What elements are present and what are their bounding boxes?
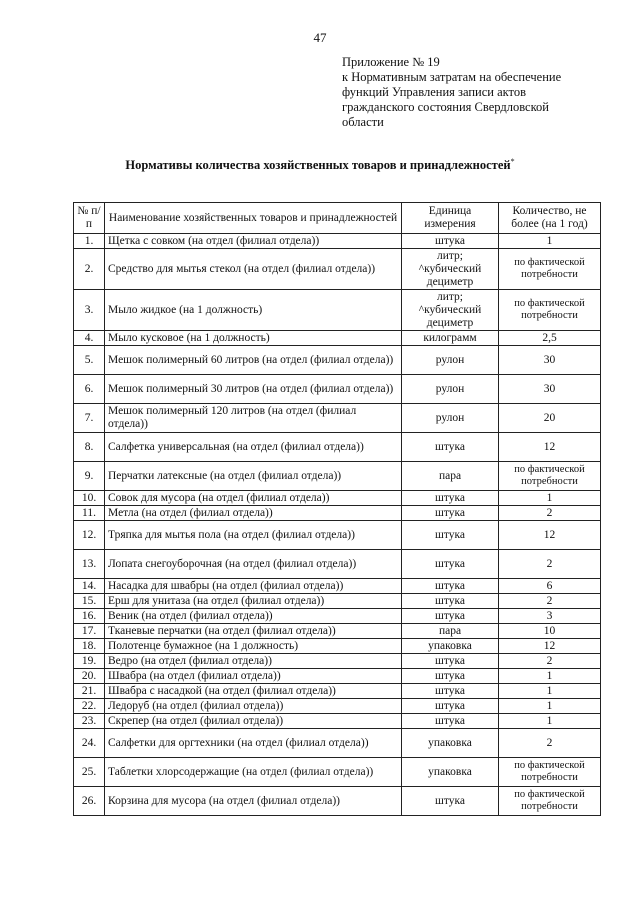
row-num: 21. (74, 684, 105, 699)
row-name: Тканевые перчатки (на отдел (филиал отдела)) (105, 624, 402, 639)
table-row (74, 714, 601, 729)
row-unit: штука (402, 609, 499, 624)
row-name: Ерш для унитаза (на отдел (филиал отдела)) (105, 594, 402, 609)
appendix-line: функций Управления записи актов (342, 85, 526, 99)
row-name: Ведро (на отдел (филиал отдела)) (105, 654, 402, 669)
document-title-text: Нормативы количества хозяйственных товаров и принадлежностей (125, 158, 511, 173)
row-num: 9. (74, 462, 105, 491)
row-name: Метла (на отдел (филиал отдела)) (105, 506, 402, 521)
table-row (74, 491, 601, 506)
row-qty: 3 (499, 609, 601, 624)
row-qty: 2 (499, 550, 601, 579)
table-row (74, 375, 601, 404)
table-row (74, 404, 601, 433)
row-num: 15. (74, 594, 105, 609)
table-row (74, 579, 601, 594)
page-number: 47 (313, 30, 327, 45)
row-num: 14. (74, 579, 105, 594)
row-unit: штука (402, 787, 499, 816)
row-num: 22. (74, 699, 105, 714)
table-row (74, 462, 601, 491)
row-qty: 1 (499, 684, 601, 699)
row-unit: рулон (402, 404, 499, 433)
table-row (74, 758, 601, 787)
row-unit: штука (402, 594, 499, 609)
row-num: 1. (74, 234, 105, 249)
row-name: Веник (на отдел (филиал отдела)) (105, 609, 402, 624)
row-unit: штука (402, 433, 499, 462)
row-name: Тряпка для мытья пола (на отдел (филиал отдела)) (105, 521, 402, 550)
row-name: Мешок полимерный 120 литров (на отдел (филиал отдела)) (105, 404, 402, 433)
row-name: Щетка с совком (на отдел (филиал отдела)) (105, 234, 402, 249)
row-qty: 2,5 (499, 331, 601, 346)
row-name: Салфетки для оргтехники (на отдел (филиал отдела)) (105, 729, 402, 758)
header-qty: Количество, не более (на 1 год) (499, 203, 601, 234)
row-qty: 1 (499, 491, 601, 506)
row-name: Полотенце бумажное (на 1 должность) (105, 639, 402, 654)
row-num: 6. (74, 375, 105, 404)
table-row (74, 234, 601, 249)
row-num: 25. (74, 758, 105, 787)
table-row (74, 506, 601, 521)
row-name: Мыло жидкое (на 1 должность) (105, 290, 402, 331)
header-unit: Единица измерения (402, 203, 499, 234)
row-unit: штука (402, 684, 499, 699)
row-unit: литр; ^кубический дециметр (402, 290, 499, 331)
row-unit: штука (402, 550, 499, 579)
row-name: Ледоруб (на отдел (филиал отдела)) (105, 699, 402, 714)
table-row (74, 521, 601, 550)
row-name: Скрепер (на отдел (филиал отдела)) (105, 714, 402, 729)
row-qty: 10 (499, 624, 601, 639)
row-num: 23. (74, 714, 105, 729)
row-qty: по фактической потребности (499, 249, 601, 290)
row-qty: по фактической потребности (499, 290, 601, 331)
row-name: Корзина для мусора (на отдел (филиал отдела)) (105, 787, 402, 816)
row-num: 26. (74, 787, 105, 816)
row-qty: по фактической потребности (499, 787, 601, 816)
header-name: Наименование хозяйственных товаров и принадлежностей (105, 203, 402, 234)
table-row (74, 684, 601, 699)
row-unit: упаковка (402, 729, 499, 758)
row-num: 10. (74, 491, 105, 506)
row-qty: 1 (499, 669, 601, 684)
row-unit: килограмм (402, 331, 499, 346)
row-qty: 1 (499, 714, 601, 729)
row-num: 11. (74, 506, 105, 521)
row-unit: штука (402, 714, 499, 729)
table-row (74, 290, 601, 331)
row-num: 13. (74, 550, 105, 579)
row-unit: пара (402, 624, 499, 639)
row-qty: 12 (499, 639, 601, 654)
row-num: 2. (74, 249, 105, 290)
table-row (74, 639, 601, 654)
row-qty: 30 (499, 346, 601, 375)
table-row (74, 346, 601, 375)
row-unit: штука (402, 669, 499, 684)
row-qty: 6 (499, 579, 601, 594)
footnote-mark: * (510, 157, 515, 166)
row-unit: литр; ^кубический дециметр (402, 249, 499, 290)
row-num: 16. (74, 609, 105, 624)
row-unit: упаковка (402, 639, 499, 654)
row-name: Мешок полимерный 30 литров (на отдел (филиал отдела)) (105, 375, 402, 404)
row-qty: 2 (499, 506, 601, 521)
row-name: Лопата снегоуборочная (на отдел (филиал отдела)) (105, 550, 402, 579)
row-qty: 2 (499, 594, 601, 609)
row-unit: штука (402, 491, 499, 506)
row-qty: 1 (499, 699, 601, 714)
norms-table (73, 202, 601, 816)
row-unit: штука (402, 654, 499, 669)
row-name: Совок для мусора (на отдел (филиал отдела)) (105, 491, 402, 506)
row-num: 8. (74, 433, 105, 462)
row-qty: 30 (499, 375, 601, 404)
row-qty: 2 (499, 729, 601, 758)
row-name: Таблетки хлорсодержащие (на отдел (филиал отдела)) (105, 758, 402, 787)
row-unit: штука (402, 579, 499, 594)
row-unit: штука (402, 699, 499, 714)
table-row (74, 550, 601, 579)
row-name: Швабра (на отдел (филиал отдела)) (105, 669, 402, 684)
row-name: Перчатки латексные (на отдел (филиал отдела)) (105, 462, 402, 491)
row-num: 12. (74, 521, 105, 550)
appendix-line: гражданского состояния Свердловской (342, 100, 549, 114)
table-row (74, 787, 601, 816)
row-unit: упаковка (402, 758, 499, 787)
row-num: 7. (74, 404, 105, 433)
table-row (74, 729, 601, 758)
table-row (74, 609, 601, 624)
header-num: № п/п (74, 203, 105, 234)
row-name: Швабра с насадкой (на отдел (филиал отдела)) (105, 684, 402, 699)
appendix-line: Приложение № 19 (342, 55, 440, 69)
row-unit: штука (402, 521, 499, 550)
row-qty: 12 (499, 433, 601, 462)
row-num: 17. (74, 624, 105, 639)
row-qty: 20 (499, 404, 601, 433)
table-header-row (74, 203, 601, 234)
row-qty: 12 (499, 521, 601, 550)
row-num: 19. (74, 654, 105, 669)
row-qty: по фактической потребности (499, 462, 601, 491)
row-num: 5. (74, 346, 105, 375)
row-unit: пара (402, 462, 499, 491)
row-qty: 2 (499, 654, 601, 669)
row-unit: рулон (402, 346, 499, 375)
table-row (74, 433, 601, 462)
document-title (0, 157, 640, 173)
row-name: Салфетка универсальная (на отдел (филиал отдела)) (105, 433, 402, 462)
appendix-line: к Нормативным затратам на обеспечение (342, 70, 562, 84)
row-name: Средство для мытья стекол (на отдел (филиал отдела)) (105, 249, 402, 290)
table-row (74, 699, 601, 714)
row-num: 18. (74, 639, 105, 654)
row-num: 24. (74, 729, 105, 758)
row-qty: 1 (499, 234, 601, 249)
row-num: 3. (74, 290, 105, 331)
table-row (74, 624, 601, 639)
row-num: 4. (74, 331, 105, 346)
row-unit: штука (402, 234, 499, 249)
table-row (74, 331, 601, 346)
row-qty: по фактической потребности (499, 758, 601, 787)
appendix-block (342, 55, 602, 130)
row-unit: штука (402, 506, 499, 521)
row-unit: рулон (402, 375, 499, 404)
table-row (74, 669, 601, 684)
table-row (74, 249, 601, 290)
appendix-line: области (342, 115, 384, 129)
row-name: Мешок полимерный 60 литров (на отдел (филиал отдела)) (105, 346, 402, 375)
row-num: 20. (74, 669, 105, 684)
table-row (74, 654, 601, 669)
row-name: Насадка для швабры (на отдел (филиал отдела)) (105, 579, 402, 594)
row-name: Мыло кусковое (на 1 должность) (105, 331, 402, 346)
table-row (74, 594, 601, 609)
